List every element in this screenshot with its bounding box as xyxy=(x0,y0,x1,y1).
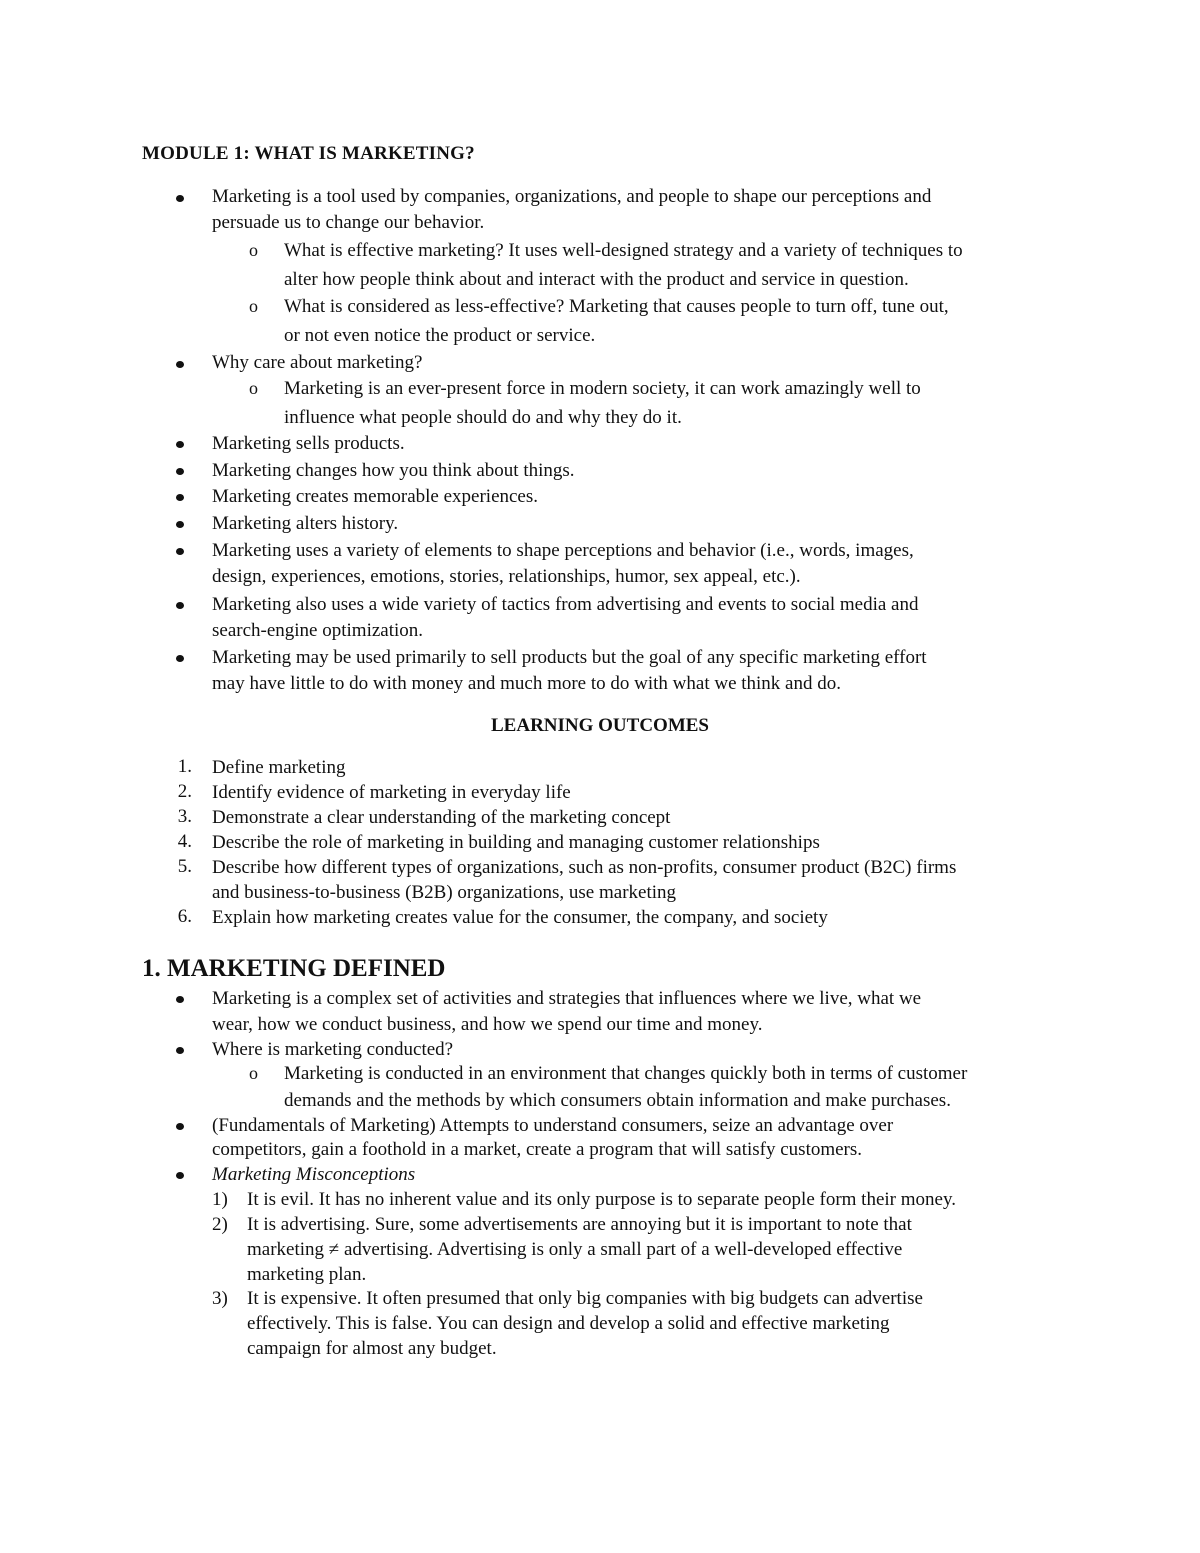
bullet-icon xyxy=(176,1047,184,1054)
outcome-4: Describe the role of marketing in building and managing customer relationships xyxy=(212,832,820,853)
misconception-3-line-1: It is expensive. It often presumed that only big companies with big budgets can advertise xyxy=(247,1288,923,1309)
misconception-3-line-3: campaign for almost any budget. xyxy=(247,1338,497,1359)
bullet-icon xyxy=(176,195,184,202)
outcome-6: Explain how marketing creates value for the consumer, the company, and society xyxy=(212,907,828,928)
intro-sub-1-line-2: alter how people think about and interact with the product and service in question. xyxy=(284,269,909,290)
misconception-2-line-2: marketing ≠ advertising. Advertising is only a small part of a well-developed effective xyxy=(247,1239,903,1260)
section-1-bullet-2: Where is marketing conducted? xyxy=(212,1039,454,1060)
intro-bullet-3: Marketing sells products. xyxy=(212,433,405,454)
intro-bullet-1-line-1: Marketing is a tool used by companies, organizations, and people to shape our perceptions and xyxy=(212,186,932,207)
bullet-icon xyxy=(176,441,184,448)
outcome-number: 1. xyxy=(177,756,192,777)
intro-sub-3-line-2: influence what people should do and why they do it. xyxy=(284,407,682,428)
outcome-5-line-1: Describe how different types of organizations, such as non-profits, consumer product (B2C) firms xyxy=(212,857,957,878)
misconception-3-line-2: effectively. This is false. You can design and develop a solid and effective marketing xyxy=(247,1313,890,1334)
misconception-1: It is evil. It has no inherent value and its only purpose is to separate people form their money. xyxy=(247,1189,956,1210)
outcome-1: Define marketing xyxy=(212,757,346,778)
bullet-icon xyxy=(176,1172,184,1179)
bullet-icon xyxy=(176,521,184,528)
bullet-icon xyxy=(176,1123,184,1130)
section-1-bullet-4: Marketing Misconceptions xyxy=(212,1164,416,1185)
misconception-number: 3) xyxy=(212,1288,228,1309)
section-1-bullet-3-line-1: (Fundamentals of Marketing) Attempts to understand consumers, seize an advantage over xyxy=(212,1115,894,1136)
misconception-number: 2) xyxy=(212,1214,228,1235)
intro-bullet-9-line-1: Marketing may be used primarily to sell products but the goal of any specific marketing effort xyxy=(212,647,927,668)
section-1-bullet-1-line-1: Marketing is a complex set of activities and strategies that influences where we live, what we xyxy=(212,988,922,1009)
intro-sub-1-line-1: What is effective marketing? It uses well-designed strategy and a variety of techniques to xyxy=(284,240,963,261)
outcome-number: 3. xyxy=(177,806,192,827)
intro-sub-2-line-2: or not even notice the product or service. xyxy=(284,325,596,346)
section-1-sub-1-line-1: Marketing is conducted in an environment that changes quickly both in terms of customer xyxy=(284,1063,968,1084)
intro-bullet-7-line-2: design, experiences, emotions, stories, relationships, humor, sex appeal, etc.). xyxy=(212,566,801,587)
learning-outcomes-heading: LEARNING OUTCOMES xyxy=(491,715,709,736)
intro-sub-3-line-1: Marketing is an ever-present force in modern society, it can work amazingly well to xyxy=(284,378,921,399)
intro-bullet-2: Why care about marketing? xyxy=(212,352,423,373)
circle-bullet-icon: o xyxy=(249,1063,258,1083)
outcome-2: Identify evidence of marketing in everyday life xyxy=(212,782,571,803)
circle-bullet-icon: o xyxy=(249,240,258,260)
bullet-icon xyxy=(176,655,184,662)
circle-bullet-icon: o xyxy=(249,296,258,316)
bullet-icon xyxy=(176,494,184,501)
intro-bullet-9-line-2: may have little to do with money and much more to do with what we think and do. xyxy=(212,673,841,694)
section-1-heading: 1. MARKETING DEFINED xyxy=(142,955,446,982)
bullet-icon xyxy=(176,548,184,555)
bullet-icon xyxy=(176,468,184,475)
outcome-number: 2. xyxy=(177,781,192,802)
circle-bullet-icon: o xyxy=(249,378,258,398)
outcome-number: 6. xyxy=(177,906,192,927)
bullet-icon xyxy=(176,361,184,368)
bullet-icon xyxy=(176,602,184,609)
outcome-5-line-2: and business-to-business (B2B) organizations, use marketing xyxy=(212,882,677,903)
bullet-icon xyxy=(176,996,184,1003)
section-1-sub-1-line-2: demands and the methods by which consumers obtain information and make purchases. xyxy=(284,1090,951,1111)
intro-bullet-7-line-1: Marketing uses a variety of elements to shape perceptions and behavior (i.e., words, images, xyxy=(212,540,914,561)
section-1-bullet-1-line-2: wear, how we conduct business, and how we spend our time and money. xyxy=(212,1014,763,1035)
outcome-3: Demonstrate a clear understanding of the marketing concept xyxy=(212,807,671,828)
intro-bullet-6: Marketing alters history. xyxy=(212,513,399,534)
module-title: MODULE 1: WHAT IS MARKETING? xyxy=(142,143,475,164)
intro-bullet-1-line-2: persuade us to change our behavior. xyxy=(212,212,485,233)
intro-bullet-8-line-2: search-engine optimization. xyxy=(212,620,424,641)
outcome-number: 4. xyxy=(177,831,192,852)
intro-bullet-4: Marketing changes how you think about things. xyxy=(212,460,575,481)
intro-sub-2-line-1: What is considered as less-effective? Marketing that causes people to turn off, tune out, xyxy=(284,296,949,317)
section-1-bullet-3-line-2: competitors, gain a foothold in a market, create a program that will satisfy customers. xyxy=(212,1139,863,1160)
intro-bullet-8-line-1: Marketing also uses a wide variety of tactics from advertising and events to social media and xyxy=(212,594,919,615)
misconception-2-line-1: It is advertising. Sure, some advertisements are annoying but it is important to note that xyxy=(247,1214,912,1235)
misconception-2-line-3: marketing plan. xyxy=(247,1264,367,1285)
misconception-number: 1) xyxy=(212,1189,228,1210)
outcome-number: 5. xyxy=(177,856,192,877)
intro-bullet-5: Marketing creates memorable experiences. xyxy=(212,486,539,507)
